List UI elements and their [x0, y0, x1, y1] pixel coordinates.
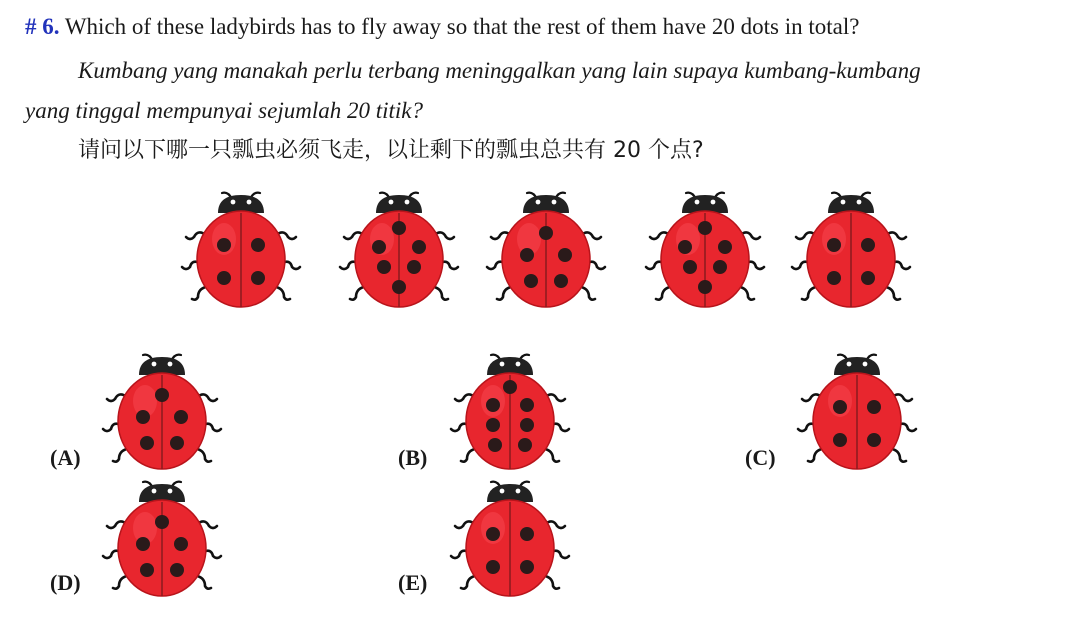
- ladybird-dot: [170, 436, 184, 450]
- ladybird-dot: [524, 274, 538, 288]
- option-b-ladybird[interactable]: [445, 345, 575, 475]
- ladybird-dot: [486, 560, 500, 574]
- question-english: Which of these ladybirds has to fly away so that the rest of them have 20 dots in total?: [64, 14, 860, 39]
- ladybird-dot: [867, 400, 881, 414]
- ladybird-dot: [174, 410, 188, 424]
- ladybird-dot: [833, 433, 847, 447]
- ladybird-dot: [678, 240, 692, 254]
- ladybird-dot: [488, 438, 502, 452]
- ladybird-dot: [520, 560, 534, 574]
- ladybird-svg: [792, 345, 922, 475]
- ladybird-svg: [97, 472, 227, 602]
- ladybird-4: [640, 183, 770, 313]
- ladybird-dot: [698, 280, 712, 294]
- ladybird-svg: [481, 183, 611, 313]
- ladybird-dot: [503, 380, 517, 394]
- ladybird-dot: [554, 274, 568, 288]
- ladybird-dot: [486, 527, 500, 541]
- ladybird-dot: [392, 280, 406, 294]
- ladybird-dot: [827, 271, 841, 285]
- ladybird-dot: [861, 238, 875, 252]
- ladybird-dot: [558, 248, 572, 262]
- ladybird-dot: [140, 436, 154, 450]
- ladybird-2: [334, 183, 464, 313]
- ladybird-1: [176, 183, 306, 313]
- ladybird-dot: [486, 398, 500, 412]
- ladybird-dot: [392, 221, 406, 235]
- question-english-line: [25, 12, 859, 42]
- question-malay-line1: Kumbang yang manakah perlu terbang meninggalkan yang lain supaya kumbang-kumbang: [78, 58, 921, 83]
- ladybird-dot: [867, 433, 881, 447]
- option-c-label[interactable]: (C): [745, 445, 776, 470]
- ladybird-dot: [861, 271, 875, 285]
- ladybird-dot: [412, 240, 426, 254]
- ladybird-dot: [140, 563, 154, 577]
- ladybird-dot: [372, 240, 386, 254]
- ladybird-svg: [334, 183, 464, 313]
- ladybird-dot: [407, 260, 421, 274]
- question-number: # 6.: [25, 14, 60, 39]
- ladybird-dot: [174, 537, 188, 551]
- ladybird-svg: [640, 183, 770, 313]
- ladybird-dot: [155, 515, 169, 529]
- ladybird-3: [481, 183, 611, 313]
- ladybird-dot: [698, 221, 712, 235]
- option-d-ladybird[interactable]: [97, 472, 227, 602]
- ladybird-svg: [445, 345, 575, 475]
- ladybird-dot: [833, 400, 847, 414]
- ladybird-dot: [683, 260, 697, 274]
- ladybird-dot: [136, 537, 150, 551]
- question-malay-line2: yang tinggal mempunyai sejumlah 20 titik?: [25, 98, 423, 123]
- ladybird-dot: [251, 238, 265, 252]
- option-e-ladybird[interactable]: [445, 472, 575, 602]
- ladybird-dot: [377, 260, 391, 274]
- ladybird-dot: [520, 418, 534, 432]
- ladybird-dot: [827, 238, 841, 252]
- ladybird-dot: [217, 271, 231, 285]
- ladybird-dot: [170, 563, 184, 577]
- ladybird-dot: [718, 240, 732, 254]
- question-chinese: 请问以下哪一只瓢虫必须飞走，以让剩下的瓢虫总共有 20 个点?: [78, 138, 704, 163]
- option-e-label[interactable]: (E): [398, 570, 428, 595]
- ladybird-svg: [786, 183, 916, 313]
- ladybird-dot: [520, 248, 534, 262]
- ladybird-dot: [486, 418, 500, 432]
- option-d-label[interactable]: (D): [50, 570, 81, 595]
- ladybird-svg: [97, 345, 227, 475]
- ladybird-dot: [136, 410, 150, 424]
- ladybird-svg: [176, 183, 306, 313]
- ladybird-dot: [520, 398, 534, 412]
- ladybird-dot: [520, 527, 534, 541]
- ladybird-dot: [539, 226, 553, 240]
- option-c-ladybird[interactable]: [792, 345, 922, 475]
- ladybird-svg: [445, 472, 575, 602]
- option-a-ladybird[interactable]: [97, 345, 227, 475]
- option-a-label[interactable]: (A): [50, 445, 81, 470]
- ladybird-5: [786, 183, 916, 313]
- ladybird-dot: [518, 438, 532, 452]
- ladybird-dot: [217, 238, 231, 252]
- option-b-label[interactable]: (B): [398, 445, 428, 470]
- ladybird-dot: [155, 388, 169, 402]
- ladybird-dot: [713, 260, 727, 274]
- ladybird-dot: [251, 271, 265, 285]
